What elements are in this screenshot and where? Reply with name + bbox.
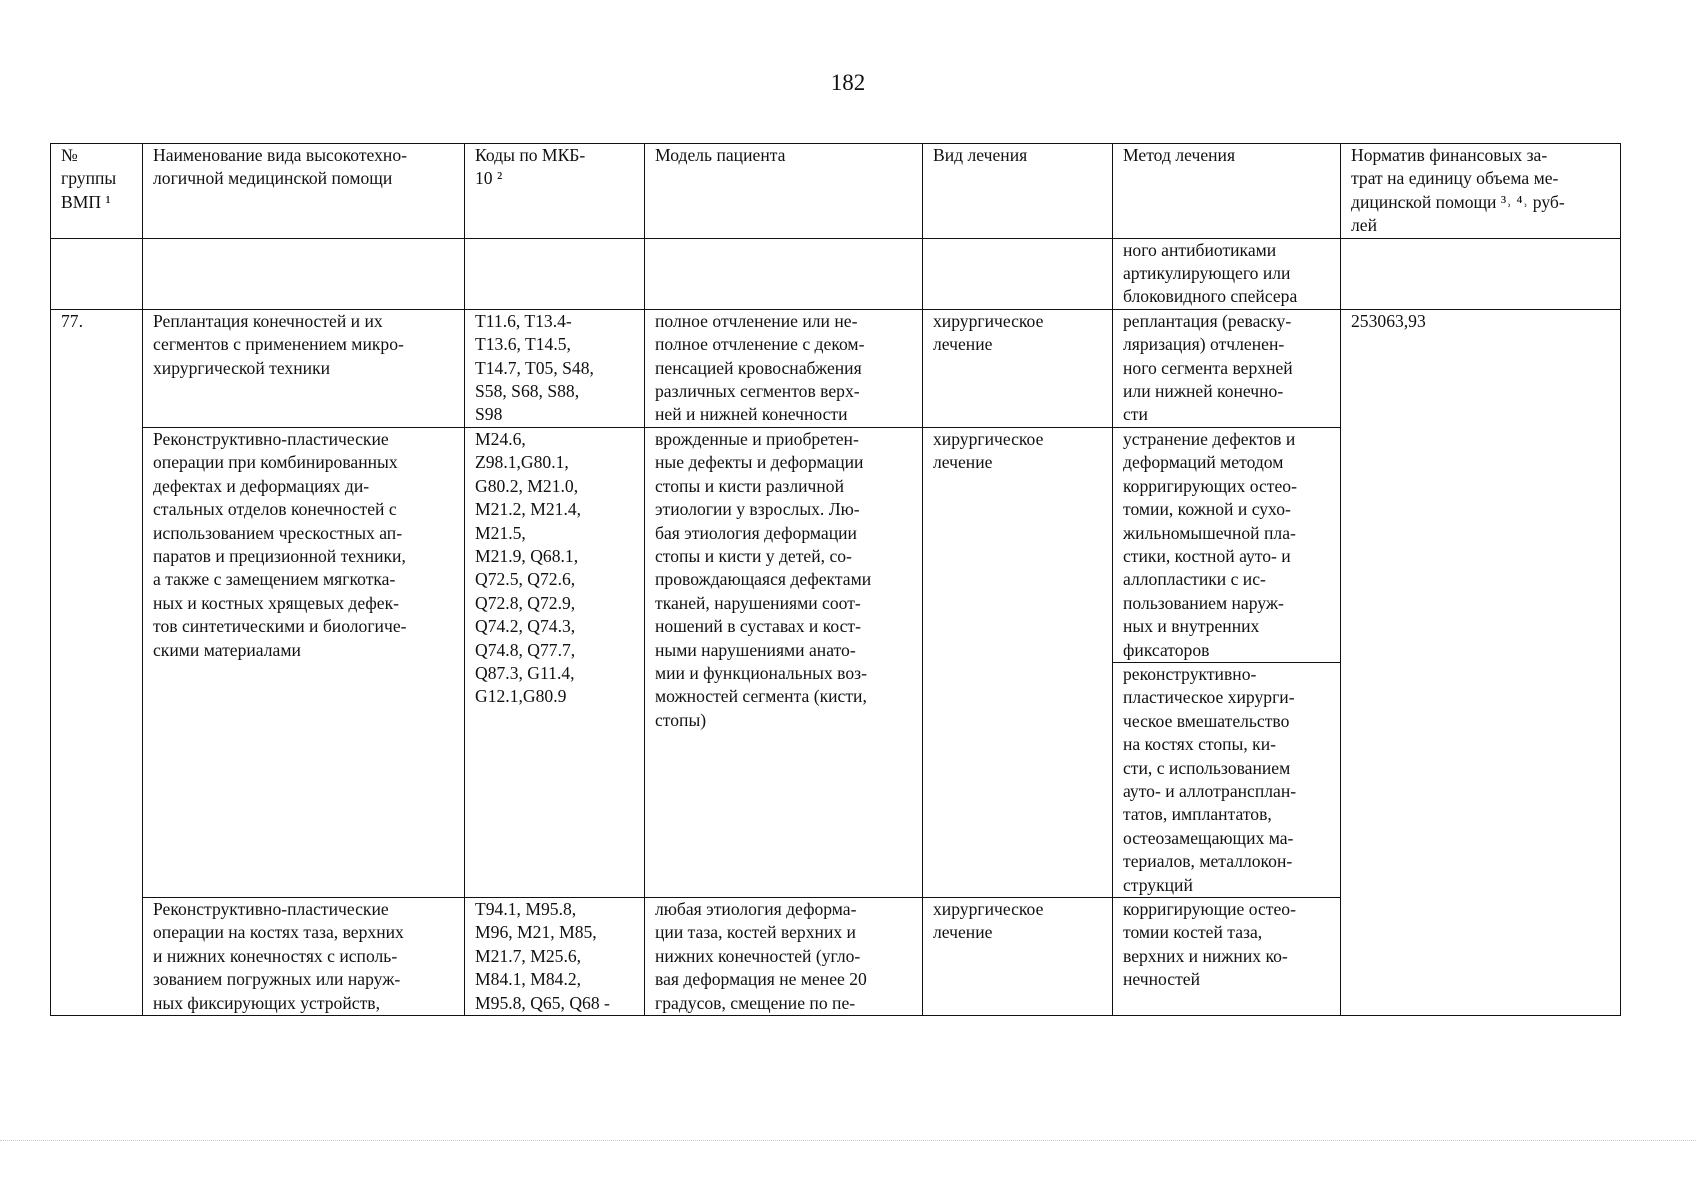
table-header-row <box>51 144 1621 239</box>
scan-artifact-line <box>0 1140 1696 1143</box>
header-model: Модель пациента <box>645 144 923 239</box>
page-number: 182 <box>830 70 866 95</box>
cell-method: корригирующие остео- томии костей таза, верхних и нижних ко- нечностей <box>1113 898 1341 1016</box>
cell-model: любая этиология деформа- ции таза, костей верхних и нижних конечностей (угло- вая деформация не менее 20 градусов, смещение по пе- <box>645 898 923 1016</box>
cell-name: Реконструктивно-пластические операции при комбинированных дефектах и деформациях ди- стальных отделов конечностей с использованием чрескостных ап- паратов и прецизионной техники, а также с замещением мягкотка- ных и костных хрящевых дефек- тов синтетическими и биологиче- скими материалами <box>143 427 465 897</box>
cell-name: Реплантация конечностей и их сегментов с применением микро- хирургической техники <box>143 309 465 427</box>
cell-empty <box>51 238 143 309</box>
cell-empty <box>645 238 923 309</box>
cell-codes: M24.6, Z98.1,G80.1, G80.2, M21.0, M21.2, M21.4, M21.5, M21.9, Q68.1, Q72.5, Q72.6, Q72.8, Q72.9, Q74.2, Q74.3, Q74.8, Q77.7, Q87.3, G11.4, G12.1,G80.9 <box>465 427 645 897</box>
cell-method: реконструктивно- пластическое хирурги- ческое вмешательство на костях стопы, ки- сти, с использованием ауто- и аллотрансплан- татов, имплантатов, остеозамещающих ма- териалов, металлокон- струкций <box>1113 662 1341 897</box>
table-row-continuation <box>51 238 1621 309</box>
cell-empty <box>1341 238 1621 309</box>
cell-model: полное отчленение или не- полное отчленение с деком- пенсацией кровоснабжения различных сегментов верх- ней и нижней конечности <box>645 309 923 427</box>
cell-codes: T11.6, T13.4- T13.6, T14.5, T14.7, T05, S48, S58, S68, S88, S98 <box>465 309 645 427</box>
cell-group-number: 77. <box>51 309 143 1015</box>
cell-model: врожденные и приобретен- ные дефекты и деформации стопы и кисти различной этиологии у взрослых. Лю- бая этиология деформации стопы и кисти у детей, со- провождающаяся дефектами тканей, нарушениями соот- ношений в суставах и кост- ными нарушениями анато- мии и функциональных воз- можностей сегмента (кисти, стопы) <box>645 427 923 897</box>
cell-name: Реконструктивно-пластические операции на костях таза, верхних и нижних конечностях с исполь- зованием погружных или наруж- ных фиксирующих устройств, <box>143 898 465 1016</box>
cell-codes: T94.1, M95.8, M96, M21, M85, M21.7, M25.6, M84.1, M84.2, M95.8, Q65, Q68 - <box>465 898 645 1016</box>
cell-treatment-type: хирургическое лечение <box>923 309 1113 427</box>
header-treatment-type: Вид лечения <box>923 144 1113 239</box>
header-name: Наименование вида высокотехно- логичной медицинской помощи <box>143 144 465 239</box>
cell-method: ного антибиотиками артикулирующего или блоковидного спейсера <box>1113 238 1341 309</box>
table-row <box>51 309 1621 427</box>
header-codes: Коды по МКБ- 10 ² <box>465 144 645 239</box>
cell-treatment-type: хирургическое лечение <box>923 427 1113 897</box>
header-method: Метод лечения <box>1113 144 1341 239</box>
header-group-no: № группы ВМП ¹ <box>51 144 143 239</box>
cell-norm: 253063,93 <box>1341 309 1621 1015</box>
header-norm: Норматив финансовых за- трат на единицу объема ме- дицинской помощи ³˒ ⁴˒ руб- лей <box>1341 144 1621 239</box>
cell-empty <box>923 238 1113 309</box>
vmp-table <box>50 143 1621 1016</box>
cell-empty <box>465 238 645 309</box>
cell-method: устранение дефектов и деформаций методом корригирующих остео- томии, кожной и сухо- жильномышечной пла- стики, костной ауто- и аллопластики с ис- пользованием наруж- ных и внутренних фиксаторов <box>1113 427 1341 662</box>
cell-treatment-type: хирургическое лечение <box>923 898 1113 1016</box>
cell-empty <box>143 238 465 309</box>
cell-method: реплантация (реваску- ляризация) отчленен- ного сегмента верхней или нижней конечно- сти <box>1113 309 1341 427</box>
